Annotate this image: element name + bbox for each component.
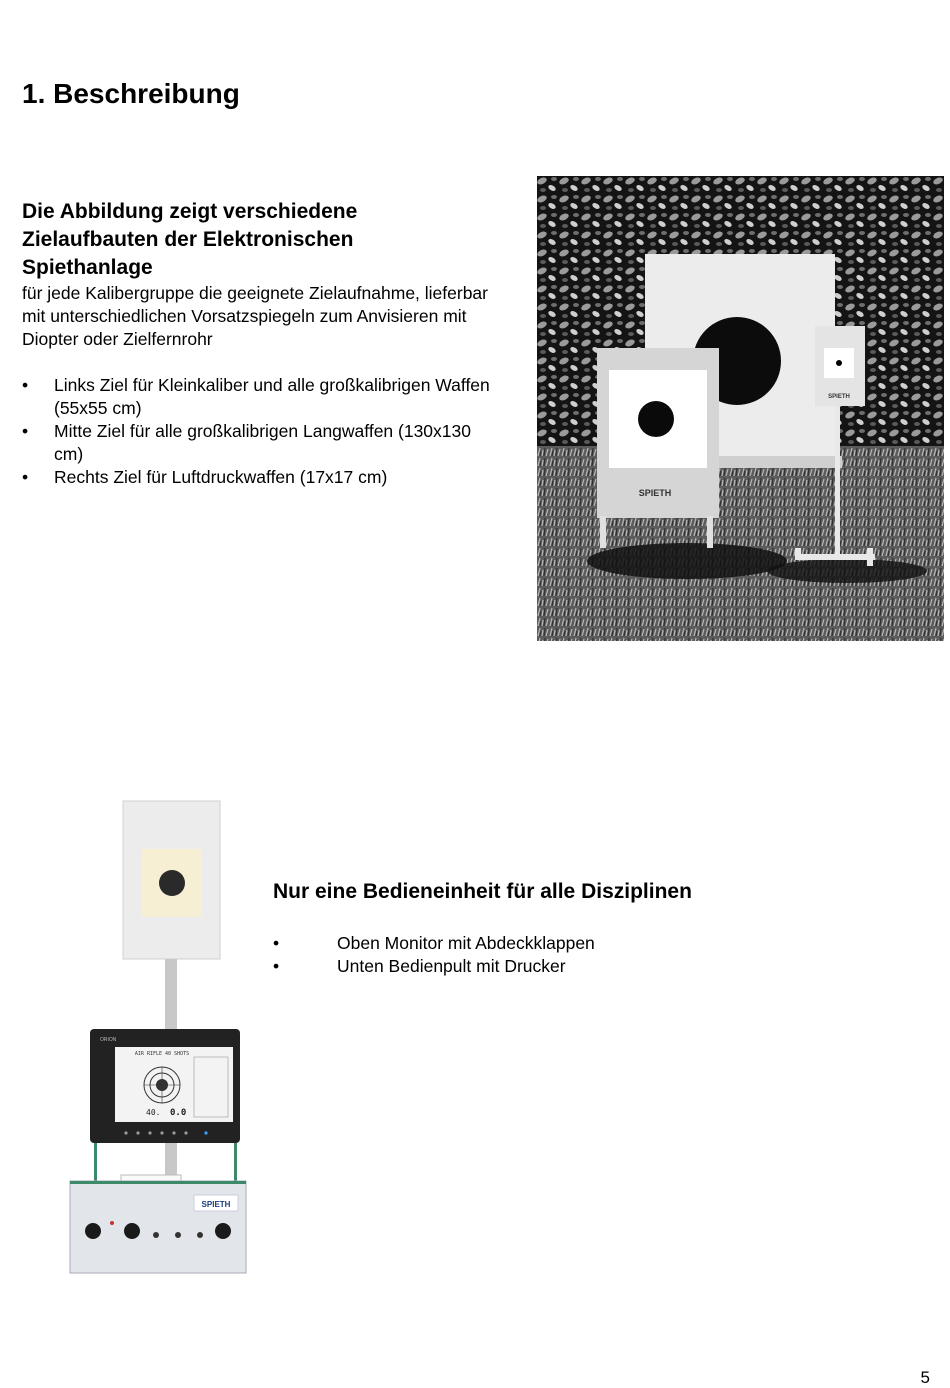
console-brand: SPIETH: [201, 1200, 231, 1209]
intro-text: für jede Kalibergruppe die geeignete Zielaufnahme, lieferbar mit unterschiedlichen Vorsatzspiegeln zum Anvisieren mit Diopter oder Zielfernrohr: [22, 283, 488, 349]
list-item: • Mitte Ziel für alle großkalibrigen Langwaffen (130x130 cm): [22, 421, 471, 464]
bullet-icon: •: [22, 467, 29, 487]
page-number: 5: [920, 1368, 930, 1387]
control-unit-photo: [66, 793, 258, 1290]
monitor-score: 40.: [146, 1108, 161, 1117]
monitor-value: 0.0: [170, 1108, 187, 1118]
page-title: 1. Beschreibung: [22, 78, 240, 109]
list-item: • Links Ziel für Kleinkaliber und alle großkalibrigen Waffen (55x55 cm): [22, 375, 490, 418]
list-item: • Unten Bedienpult mit Drucker: [273, 956, 566, 976]
monitor-title: AIR RIFLE 40 SHOTS: [134, 1051, 190, 1057]
section-title: Nur eine Bedieneinheit für alle Disziplinen: [273, 880, 692, 903]
bullet-icon: •: [22, 421, 29, 441]
targets-list: [22, 374, 502, 489]
list-item: • Rechts Ziel für Luftdruckwaffen (17x17 cm): [22, 467, 388, 487]
targets-photo: [537, 176, 944, 641]
list-item: • Oben Monitor mit Abdeckklappen: [273, 933, 595, 953]
spieth-label: SPIETH: [828, 394, 850, 400]
intro-heading: Die Abbildung zeigt verschiedene Zielaufbauten der Elektronischen Spiethanlage: [22, 200, 358, 279]
monitor-brand: ORION: [100, 1037, 117, 1043]
bullet-icon: •: [22, 375, 29, 395]
bullet-icon: •: [273, 956, 280, 976]
bullet-icon: •: [273, 933, 280, 953]
spieth-label: SPIETH: [638, 488, 672, 498]
control-unit-list: [273, 932, 753, 978]
